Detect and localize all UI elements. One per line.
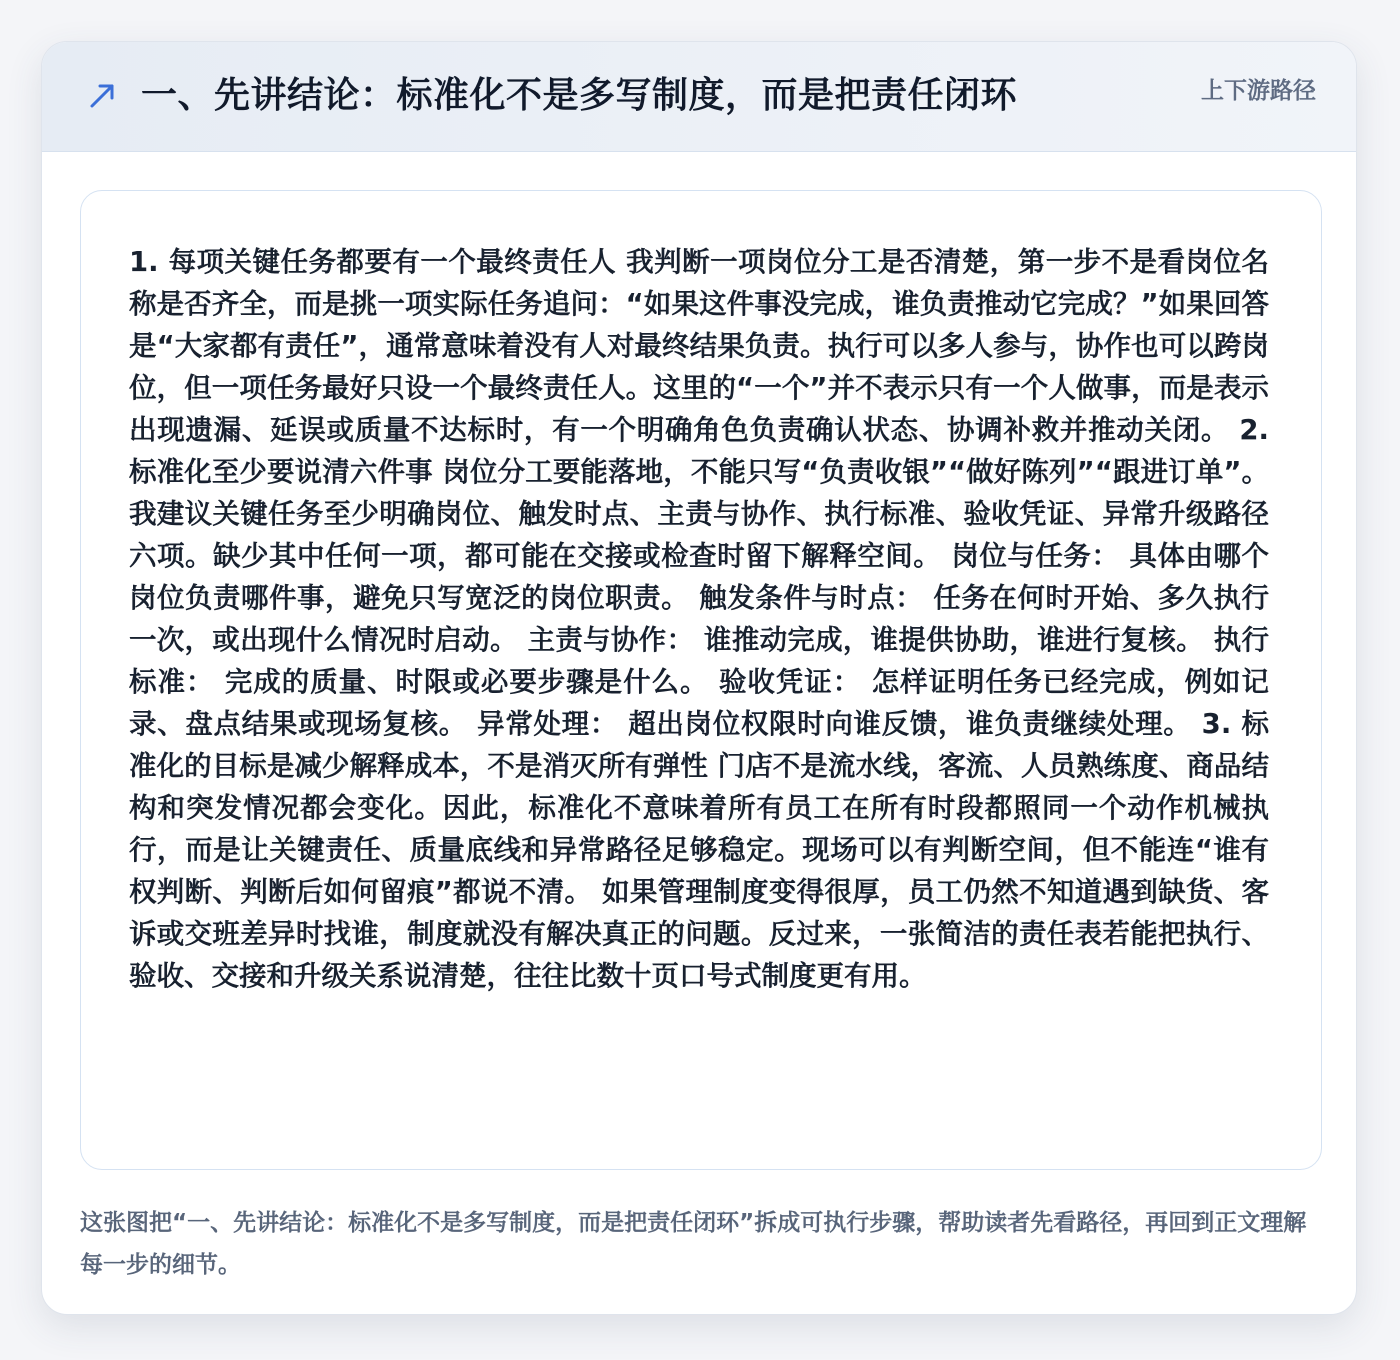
body-text: 1. 每项关键任务都要有一个最终责任人 我判断一项岗位分工是否清楚，第一步不是看岗位名称是否齐全，而是挑一项实际任务追问：“如果这件事没完成，谁负责推动它完成？”如果回答是“大家都有责任”，通常意味着没有人对最终结果负责。执行可以多人参与，协作也可以跨岗位，但一项任务最好只设一个最终责任人。这里的“一个”并不表示只有一个人做事，而是表示出现遗漏、延误或质量不达标时，有一个明确角色负责确认状态、协调补救并推动关闭。 2. 标准化至少要说清六件事 岗位分工要能落地，不能只写“负责收银”“做好陈列”“跟进订单”。我建议关键任务至少明确岗位、触发时点、主责与协作、执行标准、验收凭证、异常升级路径六项。缺少其中任何一项，都可能在交接或检查时留下解释空间。 岗位与任务： 具体由哪个岗位负责哪件事，避免只写宽泛的岗位职责。 触发条件与时点： 任务在何时开始、多久执行一次，或出现什么情况时启动。 主责与协作： 谁推动完成，谁提供协助，谁进行复核。 执行标准： 完成的质量、时限或必要步骤是什么。 验收凭证： 怎样证明任务已经完成，例如记录、盘点结果或现场复核。 异常处理： 超出岗位权限时向谁反馈，谁负责继续处理。 3. 标准化的目标是减少解释成本，不是消灭所有弹性 门店不是流水线，客流、人员熟练度、商品结构和突发情况都会变化。因此，标准化不意味着所有员工在所有时段都照同一个动作机械执行，而是让关键责任、质量底线和异常路径足够稳定。现场可以有判断空间，但不能连“谁有权判断、判断后如何留痕”都说不清。 如果管理制度变得很厚，员工仍然不知道遇到缺货、客诉或交班差异时找谁，制度就没有解决真正的问题。反过来，一张简洁的责任表若能把执行、验收、交接和升级关系说清楚，往往比数十页口号式制度更有用。 [129, 246, 1269, 992]
page-title: 一、先讲结论：标准化不是多写制度，而是把责任闭环 [141, 75, 1018, 116]
header-tag: 上下游路径 [1201, 78, 1316, 104]
card-header [42, 42, 1356, 152]
arrow-up-right-icon [88, 80, 118, 110]
content-card [41, 41, 1357, 1315]
content-box [80, 190, 1322, 1170]
figure-caption: 这张图把“一、先讲结论：标准化不是多写制度，而是把责任闭环”拆成可执行步骤，帮助读者先看路径，再回到正文理解每一步的细节。 [80, 1210, 1307, 1278]
